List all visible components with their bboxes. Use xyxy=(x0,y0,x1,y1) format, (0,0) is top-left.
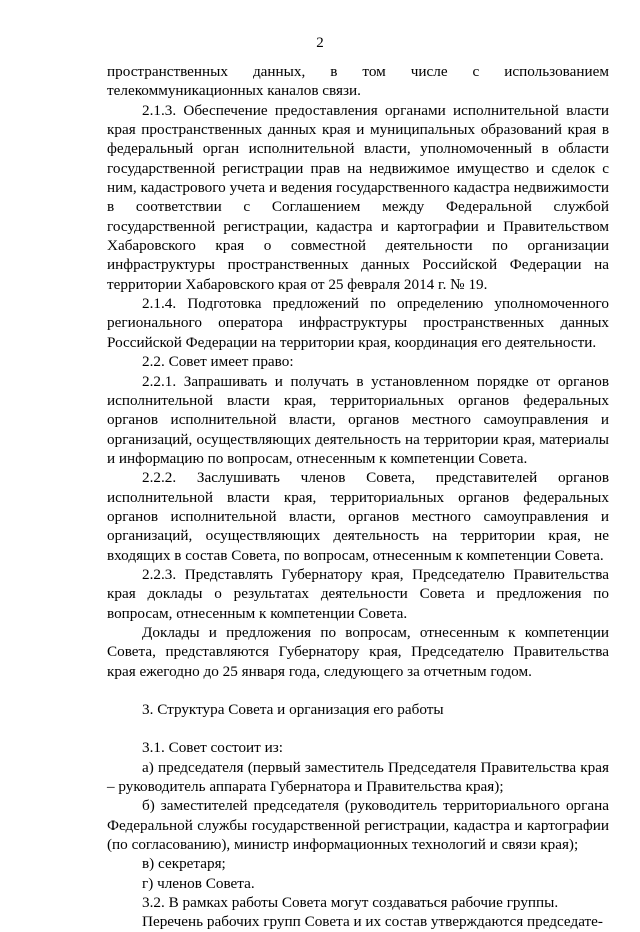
paragraph-3-1: 3.1. Совет состоит из: xyxy=(142,739,283,757)
paragraph-3-2: 3.2. В рамках работы Совета могут создаваться рабочие группы. xyxy=(142,894,559,912)
list-item-a: а) председателя (первый заместитель Председателя Правительства края – руководитель аппарата Губернатора и Правительства края); xyxy=(107,758,609,796)
paragraph-2-2: 2.2. Совет имеет право: xyxy=(142,353,294,371)
paragraph-2-2-2: 2.2.2. Заслушивать членов Совета, представителей органов исполнительной власти края, территориальных органов федеральных органов исполнительной власти, органов местного самоуправления и организаций, осуществляющих деятельность на территории края, не входящих в состав Совета, по вопросам, отнесенным к компетенции Совета. xyxy=(107,469,609,564)
paragraph-reports: Доклады и предложения по вопросам, отнесенным к компетенции Совета, представляются Губернатору края, Председателю Правительства края ежегодно до 25 января года, следующего за отчетным годом. xyxy=(107,623,609,680)
paragraph-2-1-4: 2.1.4. Подготовка предложений по определению уполномоченного регионального оператора инфраструктуры пространственных данных Российской Федерации на территории края, координация его деятельности. xyxy=(107,295,609,351)
section-heading-3: 3. Структура Совета и организация его работы xyxy=(142,701,444,718)
list-item-v: в) секретаря; xyxy=(142,855,226,873)
list-item-g: г) членов Совета. xyxy=(142,874,255,892)
page-number: 2 xyxy=(316,35,324,51)
document-body xyxy=(107,62,609,932)
paragraph-2-2-1: 2.2.1. Запрашивать и получать в установленном порядке от органов исполнительной власти края, территориальных органов федеральных органов исполнительной власти, органов местного самоуправления и организаций, осуществляющих деятельность на территории края, материалы и информацию по вопросам, отнесенным к компетенции Совета. xyxy=(107,372,609,467)
paragraph-working-groups: Перечень рабочих групп Совета и их состав утверждаются председате- xyxy=(142,913,603,931)
list-item-b: б) заместителей председателя (руководитель территориального органа Федеральной службы государственной регистрации, кадастра и картографии (по согласованию), министр информационных технологий и связи края); xyxy=(107,797,609,854)
paragraph-2-2-3: 2.2.3. Представлять Губернатору края, Председателю Правительства края доклады о результатах деятельности Совета и предложения по вопросам, отнесенным к компетенции Совета. xyxy=(107,565,609,622)
paragraph-continuation: пространственных данных, в том числе с использованием телекоммуникационных каналов связи. xyxy=(107,63,609,100)
paragraph-2-1-3: 2.1.3. Обеспечение предоставления органами исполнительной власти края пространственных данных края и муниципальных образований края в федеральный орган исполнительной власти, уполномоченный в области государственной регистрации прав на недвижимое имущество и сделок с ним, кадастрового учета и ведения государственного кадастра недвижимости в соответствии с Соглашением между Федеральной службой государственной регистрации, кадастра и картографии и Правительством Хабаровского края о совместной деятельности по организации инфраструктуры пространственных данных Российской Федерации на территории Хабаровского края от 25 февраля 2014 г. № 19. xyxy=(107,101,609,293)
